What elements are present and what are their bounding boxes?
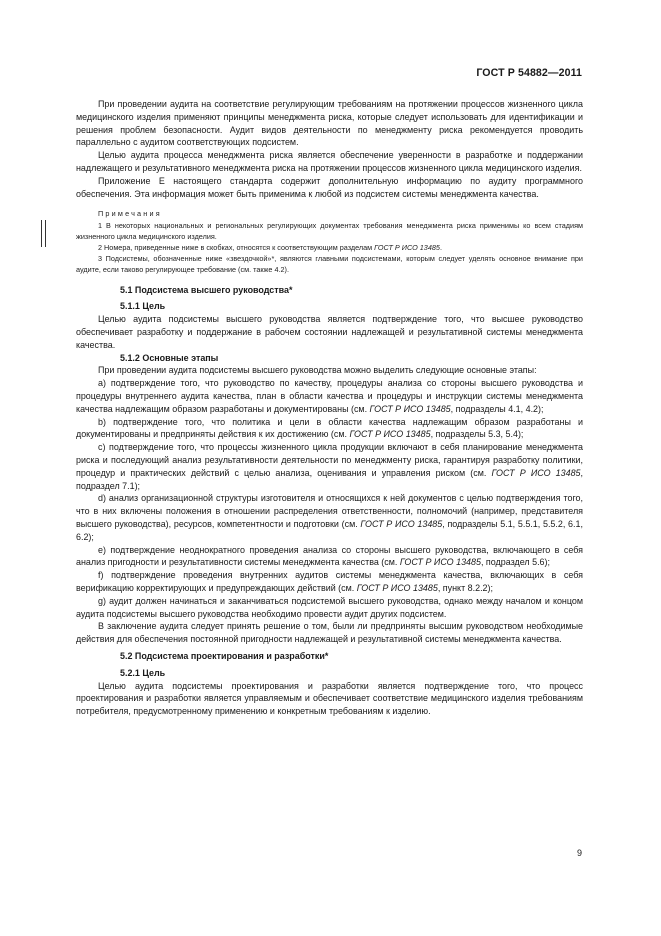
list-item: g) аудит должен начинаться и заканчиваться подсистемой высшего руководства, однако между началом и концом аудита подсистемы высшего руководства необходимо провести аудит других подсистем.: [76, 595, 583, 619]
subsection-heading: 5.1.1 Цель: [120, 301, 166, 312]
notes-block: [76, 208, 583, 275]
paragraph: Целью аудита подсистемы проектирования и разработки является подтверждение того, что процесс проектирования и разработки является управляемым и обеспечивает соответствие медицинского изделия требованиям потребителя, предусмотренному применению и конкретным требованиям к изделию.: [76, 680, 583, 717]
list-item: f) подтверждение проведения внутренних аудитов системы менеджмента качества, включающих в себя верификацию корректирующих и предупреждающих действий (см. ГОСТ Р ИСО 13485, пункт 8.2.2);: [76, 570, 583, 593]
intro-paragraph: Приложение Е настоящего стандарта содержит дополнительную информацию по аудиту программного обеспечения. Эта информация может быть применима к любой из подсистем системы менеджмента качества.: [76, 175, 583, 199]
paragraph: В заключение аудита следует принять решение о том, были ли предприняты высшим руководством необходимые действия для обеспечения постоянной пригодности надлежащей и результативной системы менеджмента качества.: [76, 621, 583, 645]
intro-paragraph: Целью аудита процесса менеджмента риска является обеспечение уверенности в разработке и поддержании надлежащего и результативного менеджмента риска на протяжении процессов жизненного цикла медицинского изделия.: [76, 150, 583, 173]
list-item: e) подтверждение неоднократного проведения анализа со стороны высшего руководства, включающего в себя анализ пригодности и результативности системы менеджмента качества (см. ГОСТ Р ИСО 13485, подраздел 5.6);: [76, 544, 583, 568]
paragraph: Целью аудита подсистемы высшего руководства является подтверждение того, что высшее руководство обеспечивает разработку и поддержание в рабочем состоянии надлежащей и результативной системы менеджмента качества.: [76, 314, 583, 350]
list-item: c) подтверждение того, что процессы жизненного цикла продукции включают в себя планирование менеджмента риска и последующий анализ результативности деятельности по менеджменту риска, гарантируя разработку политики, процедур и практических действий с целью анализа, оценивания и управления риском (см. ГОСТ Р ИСО 13485, подраздел 7.1);: [76, 442, 583, 491]
change-bar-left: [41, 220, 42, 247]
change-bar-right: [45, 220, 46, 247]
list-item: а) подтверждение того, что руководство по качеству, процедуры анализа со стороны высшего руководства и процедуры внутреннего аудита качества, план в области качества и процедуры и инструкции системы менеджмента качества надлежащим образом разработаны и документированы (см. ГОСТ Р ИСО 13485, подразделы 4.1, 4.2);: [76, 378, 583, 414]
intro-paragraph: При проведении аудита на соответствие регулирующим требованиям на протяжении процессов жизненного цикла медицинского изделия применяют принципы менеджмента риска, которые следует использовать для идентификации и решения проблем безопасности. Аудит видов деятельности по менеджменту риска рекомендуется проводить параллельно с аудитом соответствующих подсистем.: [76, 99, 583, 148]
section-heading: 5.1 Подсистема высшего руководства*: [120, 284, 293, 295]
list-item: b) подтверждение того, что политика и цели в области качества надлежащим образом разработаны и документированы и предприняты действия к их достижению (см. ГОСТ Р ИСО 13485, подразделы 5.3, 5.4);: [76, 416, 583, 440]
section-heading: 5.2 Подсистема проектирования и разработки*: [120, 650, 329, 661]
note-item: 3 Подсистемы, обозначенные ниже «звездочкой»*, являются главными подсистемами, которым следует уделять основное внимание при аудите, если таково регулирующее требование (см. также 4.2).: [76, 254, 583, 275]
note-item: 2 Номера, приведенные ниже в скобках, относятся к соответствующим разделам ГОСТ Р ИСО 13485.: [98, 242, 442, 252]
document-body: [76, 98, 583, 718]
subsection-heading: 5.2.1 Цель: [120, 667, 166, 678]
paragraph: При проведении аудита подсистемы высшего руководства можно выделить следующие основные этапы:: [98, 365, 537, 376]
standard-header: ГОСТ Р 54882—2011: [476, 67, 582, 79]
page-number: 9: [576, 848, 582, 858]
notes-title: Примечания: [98, 209, 162, 219]
list-item: d) анализ организационной структуры изготовителя и относящихся к ней документов с целью подтверждения того, что в них включены положения в отношении распределения ответственности, полномочий (например, представителя высшего руководства), ресурсов, компетентности и подготовки (см. ГОСТ Р ИСО 13485, подразделы 5.1, 5.5.1, 5.5.2, 6.1, 6.2);: [76, 493, 583, 542]
subsection-heading: 5.1.2 Основные этапы: [120, 352, 219, 363]
note-item: 1 В некоторых национальных и региональных регулирующих документах требования менеджмента риска применимы ко всем стадиям жизненного цикла медицинского изделия.: [76, 220, 583, 241]
